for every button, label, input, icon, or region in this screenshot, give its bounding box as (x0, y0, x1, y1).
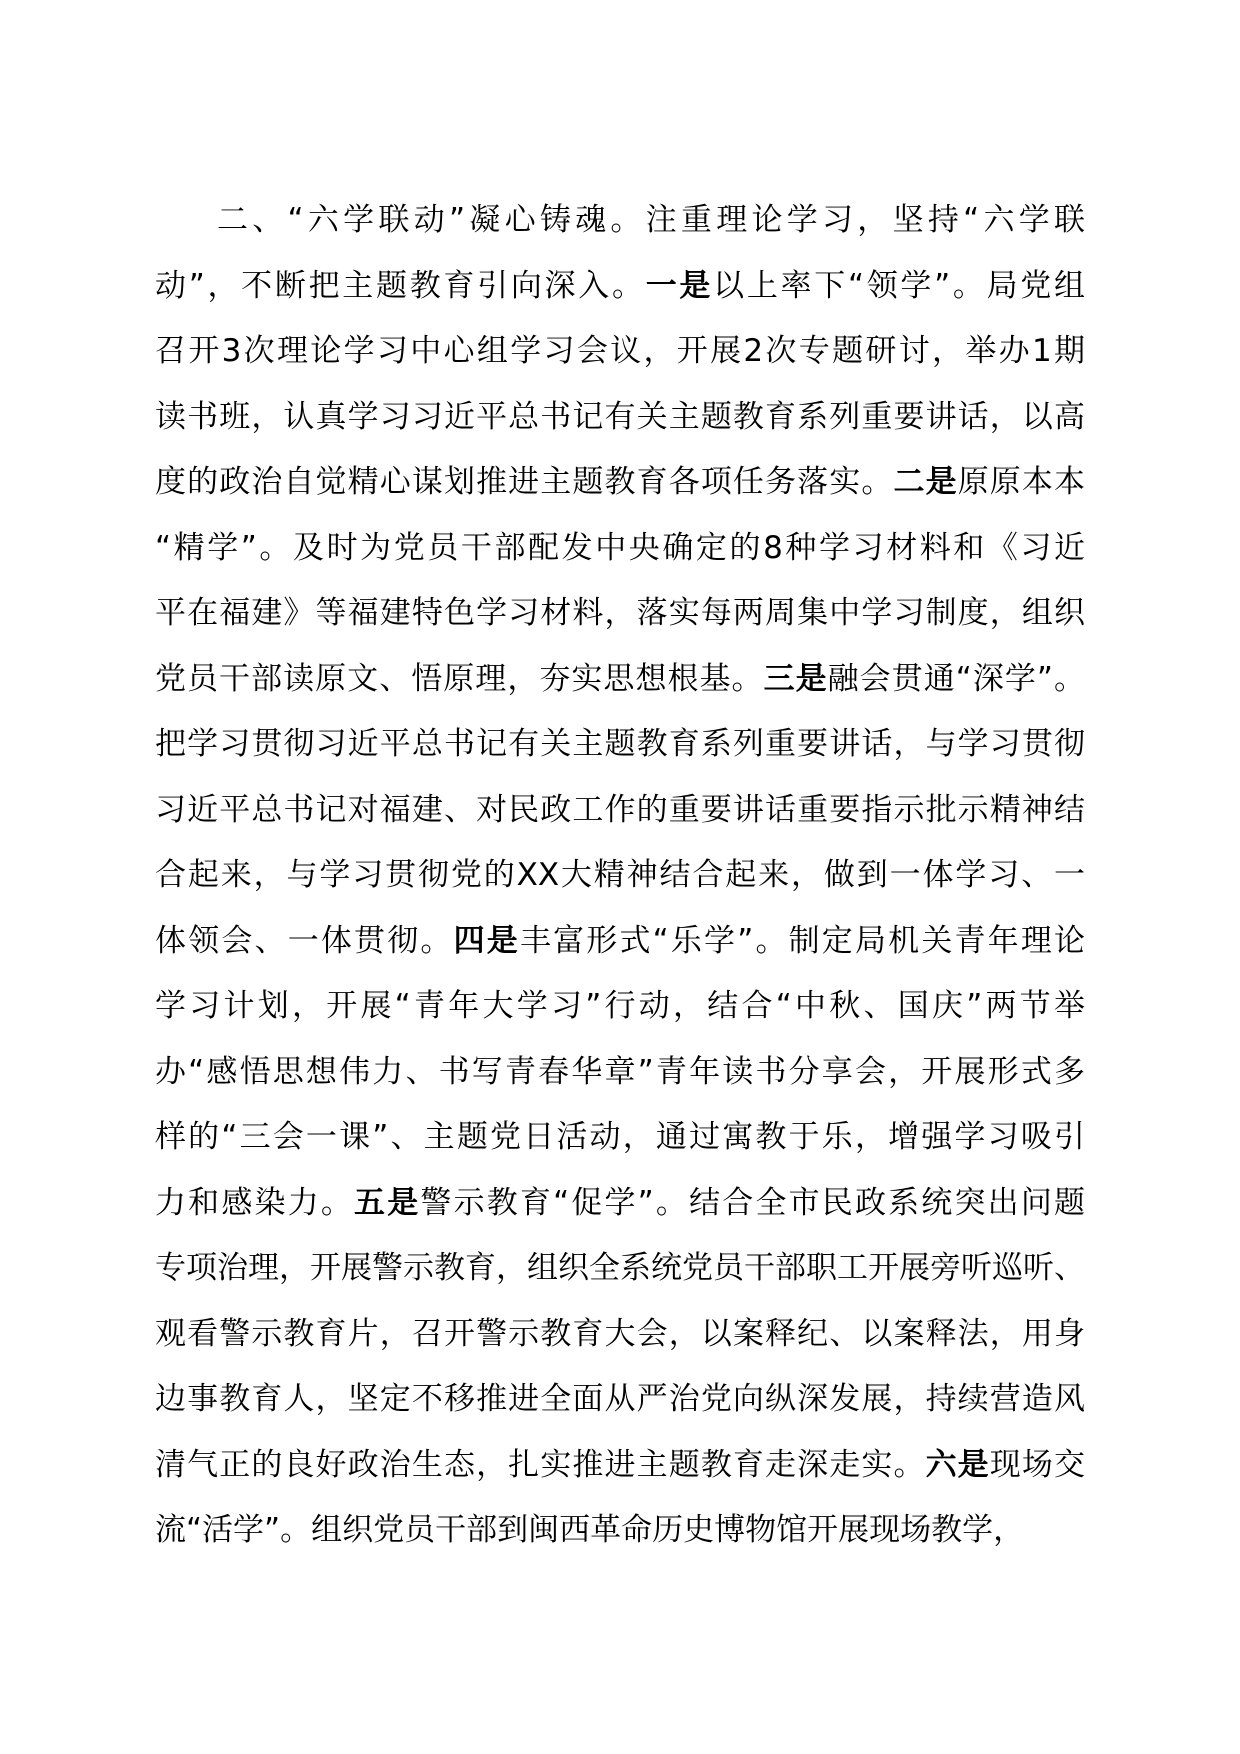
text-line (155, 450, 1085, 516)
text-run: 动”，不断把主题教育引向深入。 (155, 267, 646, 304)
text-run: 专项治理，开展警示教育，组织全系统党员干部职工开展旁听巡听、 (155, 1250, 1085, 1286)
text-line (155, 909, 1085, 975)
text-line (155, 188, 1085, 254)
bold-lead: 三是 (763, 660, 828, 697)
text-line (155, 974, 1085, 1040)
bold-lead: 六是 (925, 1446, 990, 1483)
text-run: 读书班，认真学习习近平总书记有关主题教育系列重要讲话，以高 (155, 398, 1085, 435)
text-run: 清气正的良好政治生态，扎实推进主题教育走深走实。 (155, 1446, 926, 1483)
text-run: 边事教育人，坚定不移推进全面从严治党向纵深发展，持续营造风 (155, 1381, 1085, 1417)
text-run: 以上率下“领学”。局党组 (713, 267, 1086, 304)
text-run: 度的政治自觉精心谋划推进主题教育各项任务落实。 (155, 464, 894, 500)
body-paragraph (155, 188, 1085, 1564)
text-run: 办“感悟思想伟力、书写青春华章”青年读书分享会，开展形式多 (155, 1053, 1085, 1090)
text-run: 把学习贯彻习近平总书记有关主题教育系列重要讲话，与学习贯彻 (155, 726, 1085, 762)
text-line (155, 516, 1085, 582)
text-run: 流“活学”。组织党员干部到闽西革命历史博物馆开展现场教学， (155, 1512, 1025, 1548)
text-line (155, 778, 1085, 844)
text-line (155, 581, 1085, 647)
text-run: 原原本本 (957, 464, 1086, 500)
text-line (155, 1040, 1085, 1106)
text-run: 学习计划，开展“青年大学习”行动，结合“中秋、国庆”两节举 (155, 988, 1085, 1024)
text-line (155, 254, 1085, 320)
bold-lead: 二是 (893, 464, 958, 500)
text-run: 习近平总书记对福建、对民政工作的重要讲话重要指示批示精神结 (155, 791, 1085, 828)
text-line (155, 1498, 1085, 1564)
text-run: 警示教育“促学”。结合全市民政系统突出问题 (420, 1184, 1086, 1221)
bold-lead: 四是 (453, 922, 520, 959)
text-run: 党员干部读原文、悟原理，夯实思想根基。 (155, 660, 764, 697)
text-line (155, 1367, 1085, 1433)
text-run: 合起来，与学习贯彻党的XX大精神结合起来，做到一体学习、一 (155, 857, 1085, 893)
bold-lead: 五是 (354, 1184, 421, 1221)
text-run: 二、“六学联动”凝心铸魂。注重理论学习，坚持“六学联 (217, 202, 1085, 238)
text-run: 现场交 (989, 1446, 1086, 1483)
text-line (155, 712, 1085, 778)
text-line (155, 1433, 1085, 1499)
text-line (155, 1105, 1085, 1171)
text-line (155, 1302, 1085, 1368)
text-run: 召开3次理论学习中心组学习会议，开展2次专题研讨，举办1期 (155, 333, 1085, 369)
text-run: 丰富形式“乐学”。制定局机关青年理论 (519, 922, 1086, 959)
text-run: 观看警示教育片，召开警示教育大会，以案释纪、以案释法，用身 (155, 1315, 1085, 1352)
text-run: 融会贯通“深学”。 (827, 660, 1086, 697)
text-run: 样的“三会一课”、主题党日活动，通过寓教于乐，增强学习吸引 (155, 1119, 1085, 1155)
text-run: “精学”。及时为党员干部配发中央确定的8种学习材料和《习近 (155, 529, 1085, 566)
text-line (155, 319, 1085, 385)
text-line (155, 647, 1085, 713)
text-line (155, 1171, 1085, 1237)
text-line (155, 1236, 1085, 1302)
bold-lead: 一是 (645, 267, 714, 304)
text-run: 平在福建》等福建特色学习材料，落实每两周集中学习制度，组织 (155, 595, 1085, 631)
text-line (155, 385, 1085, 451)
text-run: 力和感染力。 (155, 1184, 355, 1221)
text-line (155, 843, 1085, 909)
text-run: 体领会、一体贯彻。 (155, 922, 454, 959)
